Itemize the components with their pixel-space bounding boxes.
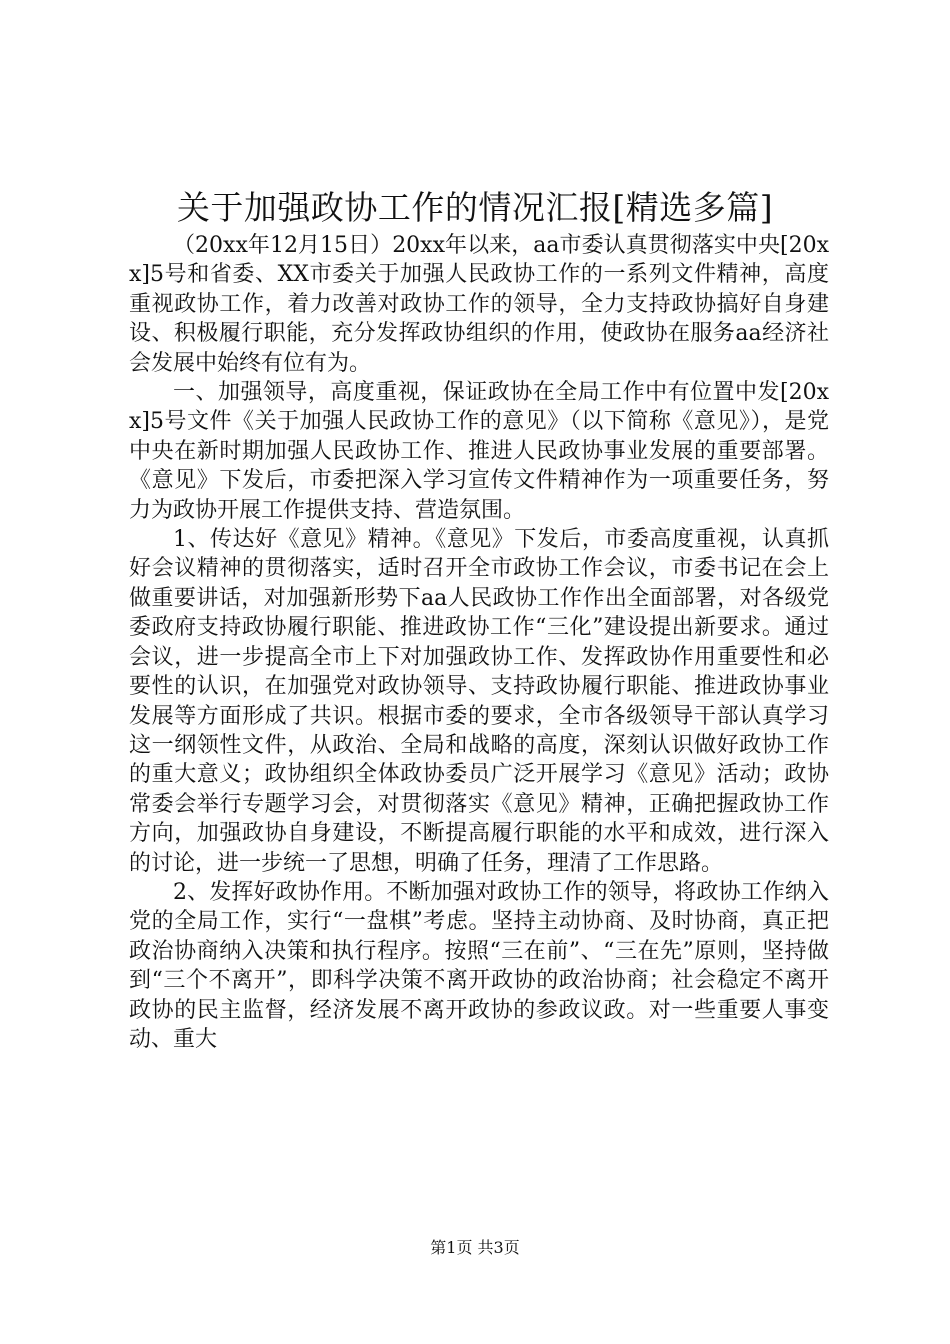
- page-number-footer: 第1页 共3页: [430, 1238, 520, 1257]
- document-title: 关于加强政协工作的情况汇报[精选多篇]: [176, 188, 774, 227]
- paragraph-item-two: 2、发挥好政协作用。不断加强对政协工作的领导，将政协工作纳入党的全局工作，实行“一盘棋”考虑。坚持主动协商、及时协商，真正把政治协商纳入决策和执行程序。按照“三在前”、“三在先”原则，坚持做到“三个不离开”，即科学决策不离开政协的政治协商；社会稳定不离开政协的民主监督，经济发展不离开政协的参政议政。对一些重要人事变动、重大: [129, 879, 829, 1052]
- paragraph-item-one: 1、传达好《意见》精神。《意见》下发后，市委高度重视，认真抓好会议精神的贯彻落实，适时召开全市政协工作会议，市委书记在会上做重要讲话，对加强新形势下aa人民政协工作作出全面部署，对各级党委政府支持政协履行职能、推进政协工作“三化”建设提出新要求。通过会议，进一步提高全市上下对加强政协工作、发挥政协作用重要性和必要性的认识，在加强党对政协领导、支持政协履行职能、推进政协事业发展等方面形成了共识。根据市委的要求，全市各级领导干部认真学习这一纲领性文件，从政治、全局和战略的高度，深刻认识做好政协工作的重大意义；政协组织全体政协委员广泛开展学习《意见》活动；政协常委会举行专题学习会，对贯彻落实《意见》精神，正确把握政协工作方向，加强政协自身建设，不断提高履行职能的水平和成效，进行深入的讨论，进一步统一了思想，明确了任务，理清了工作思路。: [129, 527, 829, 876]
- paragraph-intro: （20xx年12月15日）20xx年以来，aa市委认真贯彻落实中央[20xx]5号和省委、XX市委关于加强人民政协工作的一系列文件精神，高度重视政协工作，着力改善对政协工作的领导，全力支持政协搞好自身建设、积极履行职能，充分发挥政协组织的作用，使政协在服务aa经济社会发展中始终有位有为。: [129, 233, 829, 376]
- paragraph-section-one: 一、加强领导，高度重视，保证政协在全局工作中有位置中发[20xx]5号文件《关于加强人民政协工作的意见》（以下简称《意见》），是党中央在新时期加强人民政协工作、推进人民政协事业发展的重要部署。《意见》下发后，市委把深入学习宣传文件精神作为一项重要任务，努力为政协开展工作提供支持、营造氛围。: [129, 380, 829, 523]
- document-body: [129, 231, 829, 1054]
